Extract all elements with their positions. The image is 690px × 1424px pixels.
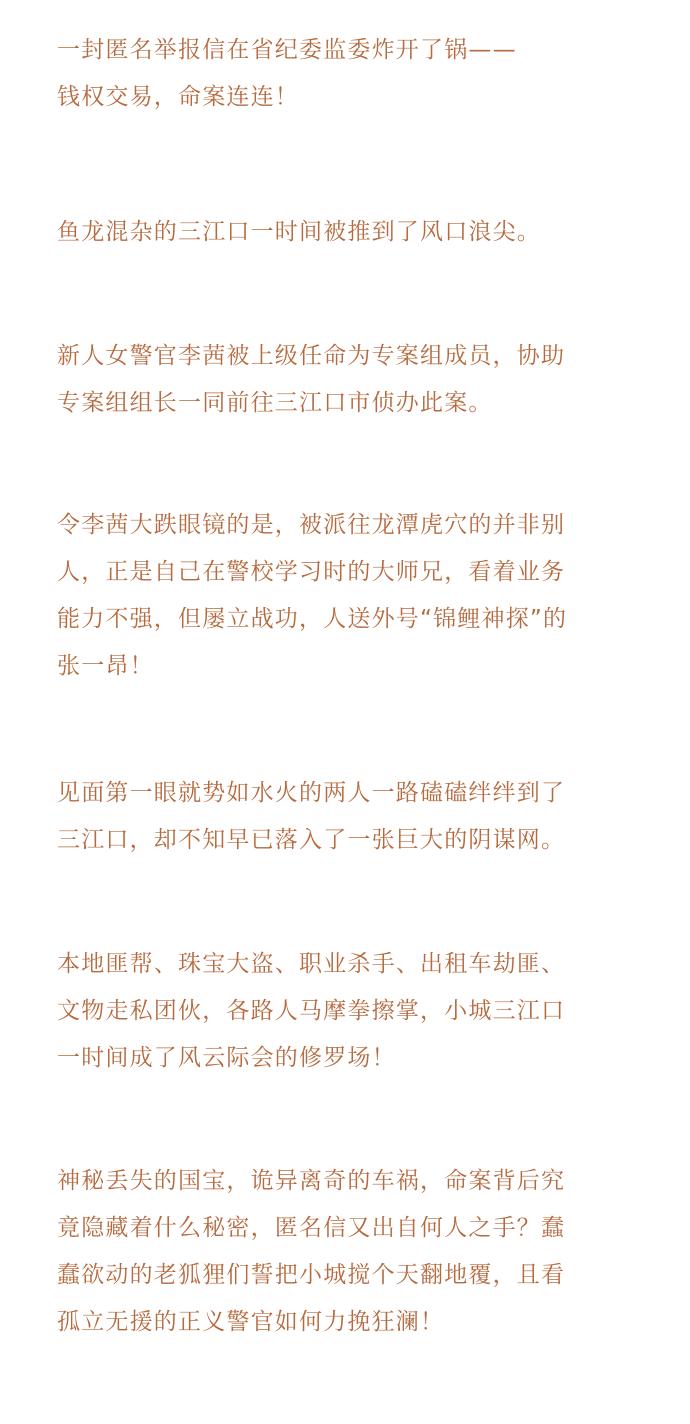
paragraph-line: 神秘丢失的国宝，诡异离奇的车祸，命案背后究 bbox=[57, 1168, 566, 1194]
paragraph-6 bbox=[57, 941, 647, 1082]
paragraph-7 bbox=[57, 1158, 647, 1346]
paragraph-4 bbox=[57, 502, 647, 690]
paragraph-line: 一封匿名举报信在省纪委监委炸开了锅—— bbox=[57, 37, 517, 63]
paragraph-line: 能力不强，但屡立战功，人送外号“锦鲤神探”的 bbox=[57, 606, 568, 632]
paragraph-line: 三江口，却不知早已落入了一张巨大的阴谋网。 bbox=[57, 827, 566, 853]
paragraph-2 bbox=[57, 209, 647, 256]
paragraph-line: 见面第一眼就势如水火的两人一路磕磕绊绊到了 bbox=[57, 780, 566, 806]
paragraph-line: 人，正是自己在警校学习时的大师兄，看着业务 bbox=[57, 559, 566, 585]
paragraph-line: 专案组组长一同前往三江口市侦办此案。 bbox=[57, 390, 493, 416]
paragraph-line: 新人女警官李茜被上级任命为专案组成员，协助 bbox=[57, 343, 566, 369]
paragraph-line: 一时间成了风云际会的修罗场！ bbox=[57, 1045, 396, 1071]
paragraph-line: 张一昂！ bbox=[57, 653, 154, 679]
paragraph-line: 鱼龙混杂的三江口一时间被推到了风口浪尖。 bbox=[57, 219, 541, 245]
paragraph-line: 本地匪帮、珠宝大盗、职业杀手、出租车劫匪、 bbox=[57, 951, 566, 977]
paragraph-line: 文物走私团伙，各路人马摩拳擦掌，小城三江口 bbox=[57, 998, 566, 1024]
paragraph-1 bbox=[57, 27, 647, 121]
paragraph-line: 孤立无援的正义警官如何力挽狂澜！ bbox=[57, 1309, 445, 1335]
paragraph-line: 竟隐藏着什么秘密，匿名信又出自何人之手？蠢 bbox=[57, 1215, 566, 1241]
paragraph-line: 钱权交易，命案连连！ bbox=[57, 84, 299, 110]
paragraph-5 bbox=[57, 770, 647, 864]
paragraph-3 bbox=[57, 333, 647, 427]
paragraph-line: 蠢欲动的老狐狸们誓把小城搅个天翻地覆，且看 bbox=[57, 1262, 566, 1288]
paragraph-line: 令李茜大跌眼镜的是，被派往龙潭虎穴的并非别 bbox=[57, 512, 566, 538]
